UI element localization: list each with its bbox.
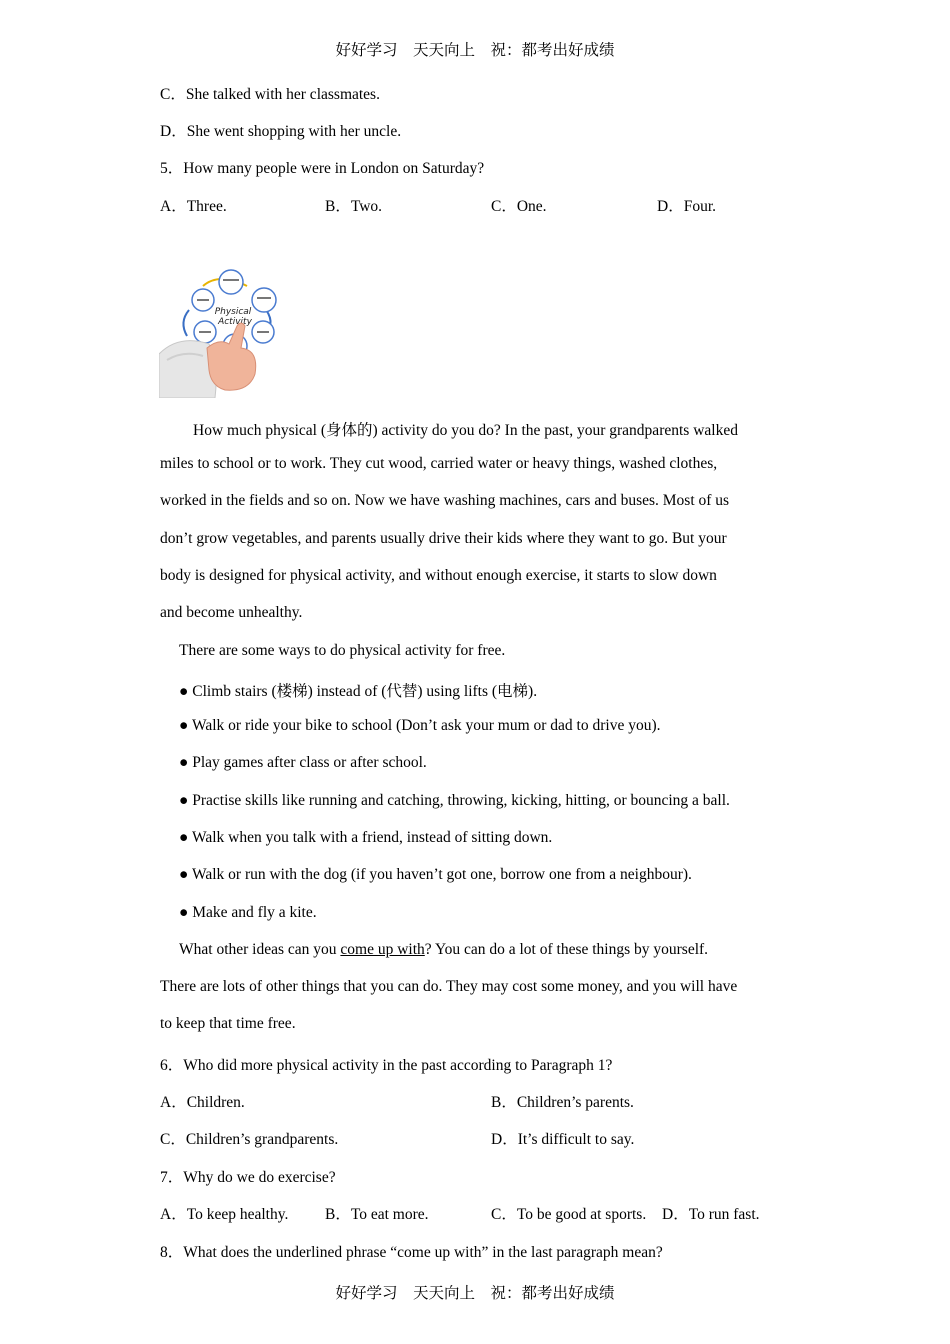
circle-text-mark xyxy=(199,331,211,333)
circle-text-mark xyxy=(197,299,209,301)
circle-text-mark xyxy=(257,331,269,333)
q7-option-b: B．To eat more. xyxy=(325,1206,429,1223)
physical-activity-illustration xyxy=(159,264,287,398)
q5-option-c: C．One. xyxy=(491,198,547,215)
q6-option-b: B．Children’s parents. xyxy=(491,1094,634,1111)
underlined-phrase: come up with xyxy=(340,941,425,958)
p3-pre-text: What other ideas can you xyxy=(179,941,341,958)
passage-p1-line3: worked in the fields and so on. Now we have washing machines, cars and buses. Most of us xyxy=(160,492,730,509)
passage-p3-line1 xyxy=(179,941,708,959)
q7-option-c: C．To be good at sports. xyxy=(491,1206,647,1223)
passage-p1-line6: and become unhealthy. xyxy=(160,604,303,621)
q8-question: 8．What does the underlined phrase “come up with” in the last paragraph mean? xyxy=(160,1244,663,1261)
page-header: 好好学习 天天向上 祝：都考出好成绩 xyxy=(335,42,615,59)
q4-option-c: C．She talked with her classmates. xyxy=(160,86,380,103)
bullet-item: ● Play games after class or after school. xyxy=(179,754,427,771)
center-label-1: Physical xyxy=(214,307,252,317)
passage-p2: There are some ways to do physical activity for free. xyxy=(179,642,506,659)
q6-question: 6．Who did more physical activity in the past according to Paragraph 1? xyxy=(160,1057,613,1074)
q5-option-d: D．Four. xyxy=(657,198,716,215)
circle-text-mark xyxy=(257,297,271,299)
q5-option-a: A．Three. xyxy=(160,198,227,215)
passage-p1-line5: body is designed for physical activity, and without enough exercise, it starts to slow down xyxy=(160,567,717,584)
passage-p3-line3: to keep that time free. xyxy=(160,1015,296,1032)
p3-post-text: ? You can do a lot of these things by yourself. xyxy=(424,941,709,958)
orbit-arc xyxy=(183,310,189,336)
bullet-item: ● Climb stairs (楼梯) instead of (代替) using lifts (电梯). xyxy=(179,683,538,700)
bullet-item: ● Walk or run with the dog (if you haven’t got one, borrow one from a neighbour). xyxy=(179,866,692,883)
bullet-item: ● Walk or ride your bike to school (Don’t ask your mum or dad to drive you). xyxy=(179,717,661,734)
q7-option-a: A．To keep healthy. xyxy=(160,1206,289,1223)
activity-circle xyxy=(219,270,243,294)
bullet-item: ● Make and fly a kite. xyxy=(179,904,317,921)
passage-p1-line2: miles to school or to work. They cut wood, carried water or heavy things, washed clothes, xyxy=(160,455,718,472)
bullet-item: ● Practise skills like running and catching, throwing, kicking, hitting, or bouncing a ball. xyxy=(179,792,730,809)
circle-text-mark xyxy=(223,279,239,281)
passage-p1-line1: How much physical (身体的) activity do you do? In the past, your grandparents walked xyxy=(193,422,738,439)
passage-p3-line2: There are lots of other things that you can do. They may cost some money, and you will have xyxy=(160,978,738,995)
q7-question: 7．Why do we do exercise? xyxy=(160,1169,336,1186)
center-label-2: Activity xyxy=(218,317,252,327)
q6-option-a: A．Children. xyxy=(160,1094,245,1111)
q5-question: 5．How many people were in London on Saturday? xyxy=(160,160,485,177)
q4-option-d: D．She went shopping with her uncle. xyxy=(160,123,402,140)
page-footer: 好好学习 天天向上 祝：都考出好成绩 xyxy=(335,1285,615,1302)
q5-option-b: B．Two. xyxy=(325,198,383,215)
q6-option-d: D．It’s difficult to say. xyxy=(491,1131,635,1148)
passage-p1-line4: don’t grow vegetables, and parents usually drive their kids where they want to go. But your xyxy=(160,530,727,547)
q7-option-d: D．To run fast. xyxy=(662,1206,760,1223)
q6-option-c: C．Children’s grandparents. xyxy=(160,1131,339,1148)
bullet-item: ● Walk when you talk with a friend, instead of sitting down. xyxy=(179,829,553,846)
activity-circle xyxy=(252,288,276,312)
